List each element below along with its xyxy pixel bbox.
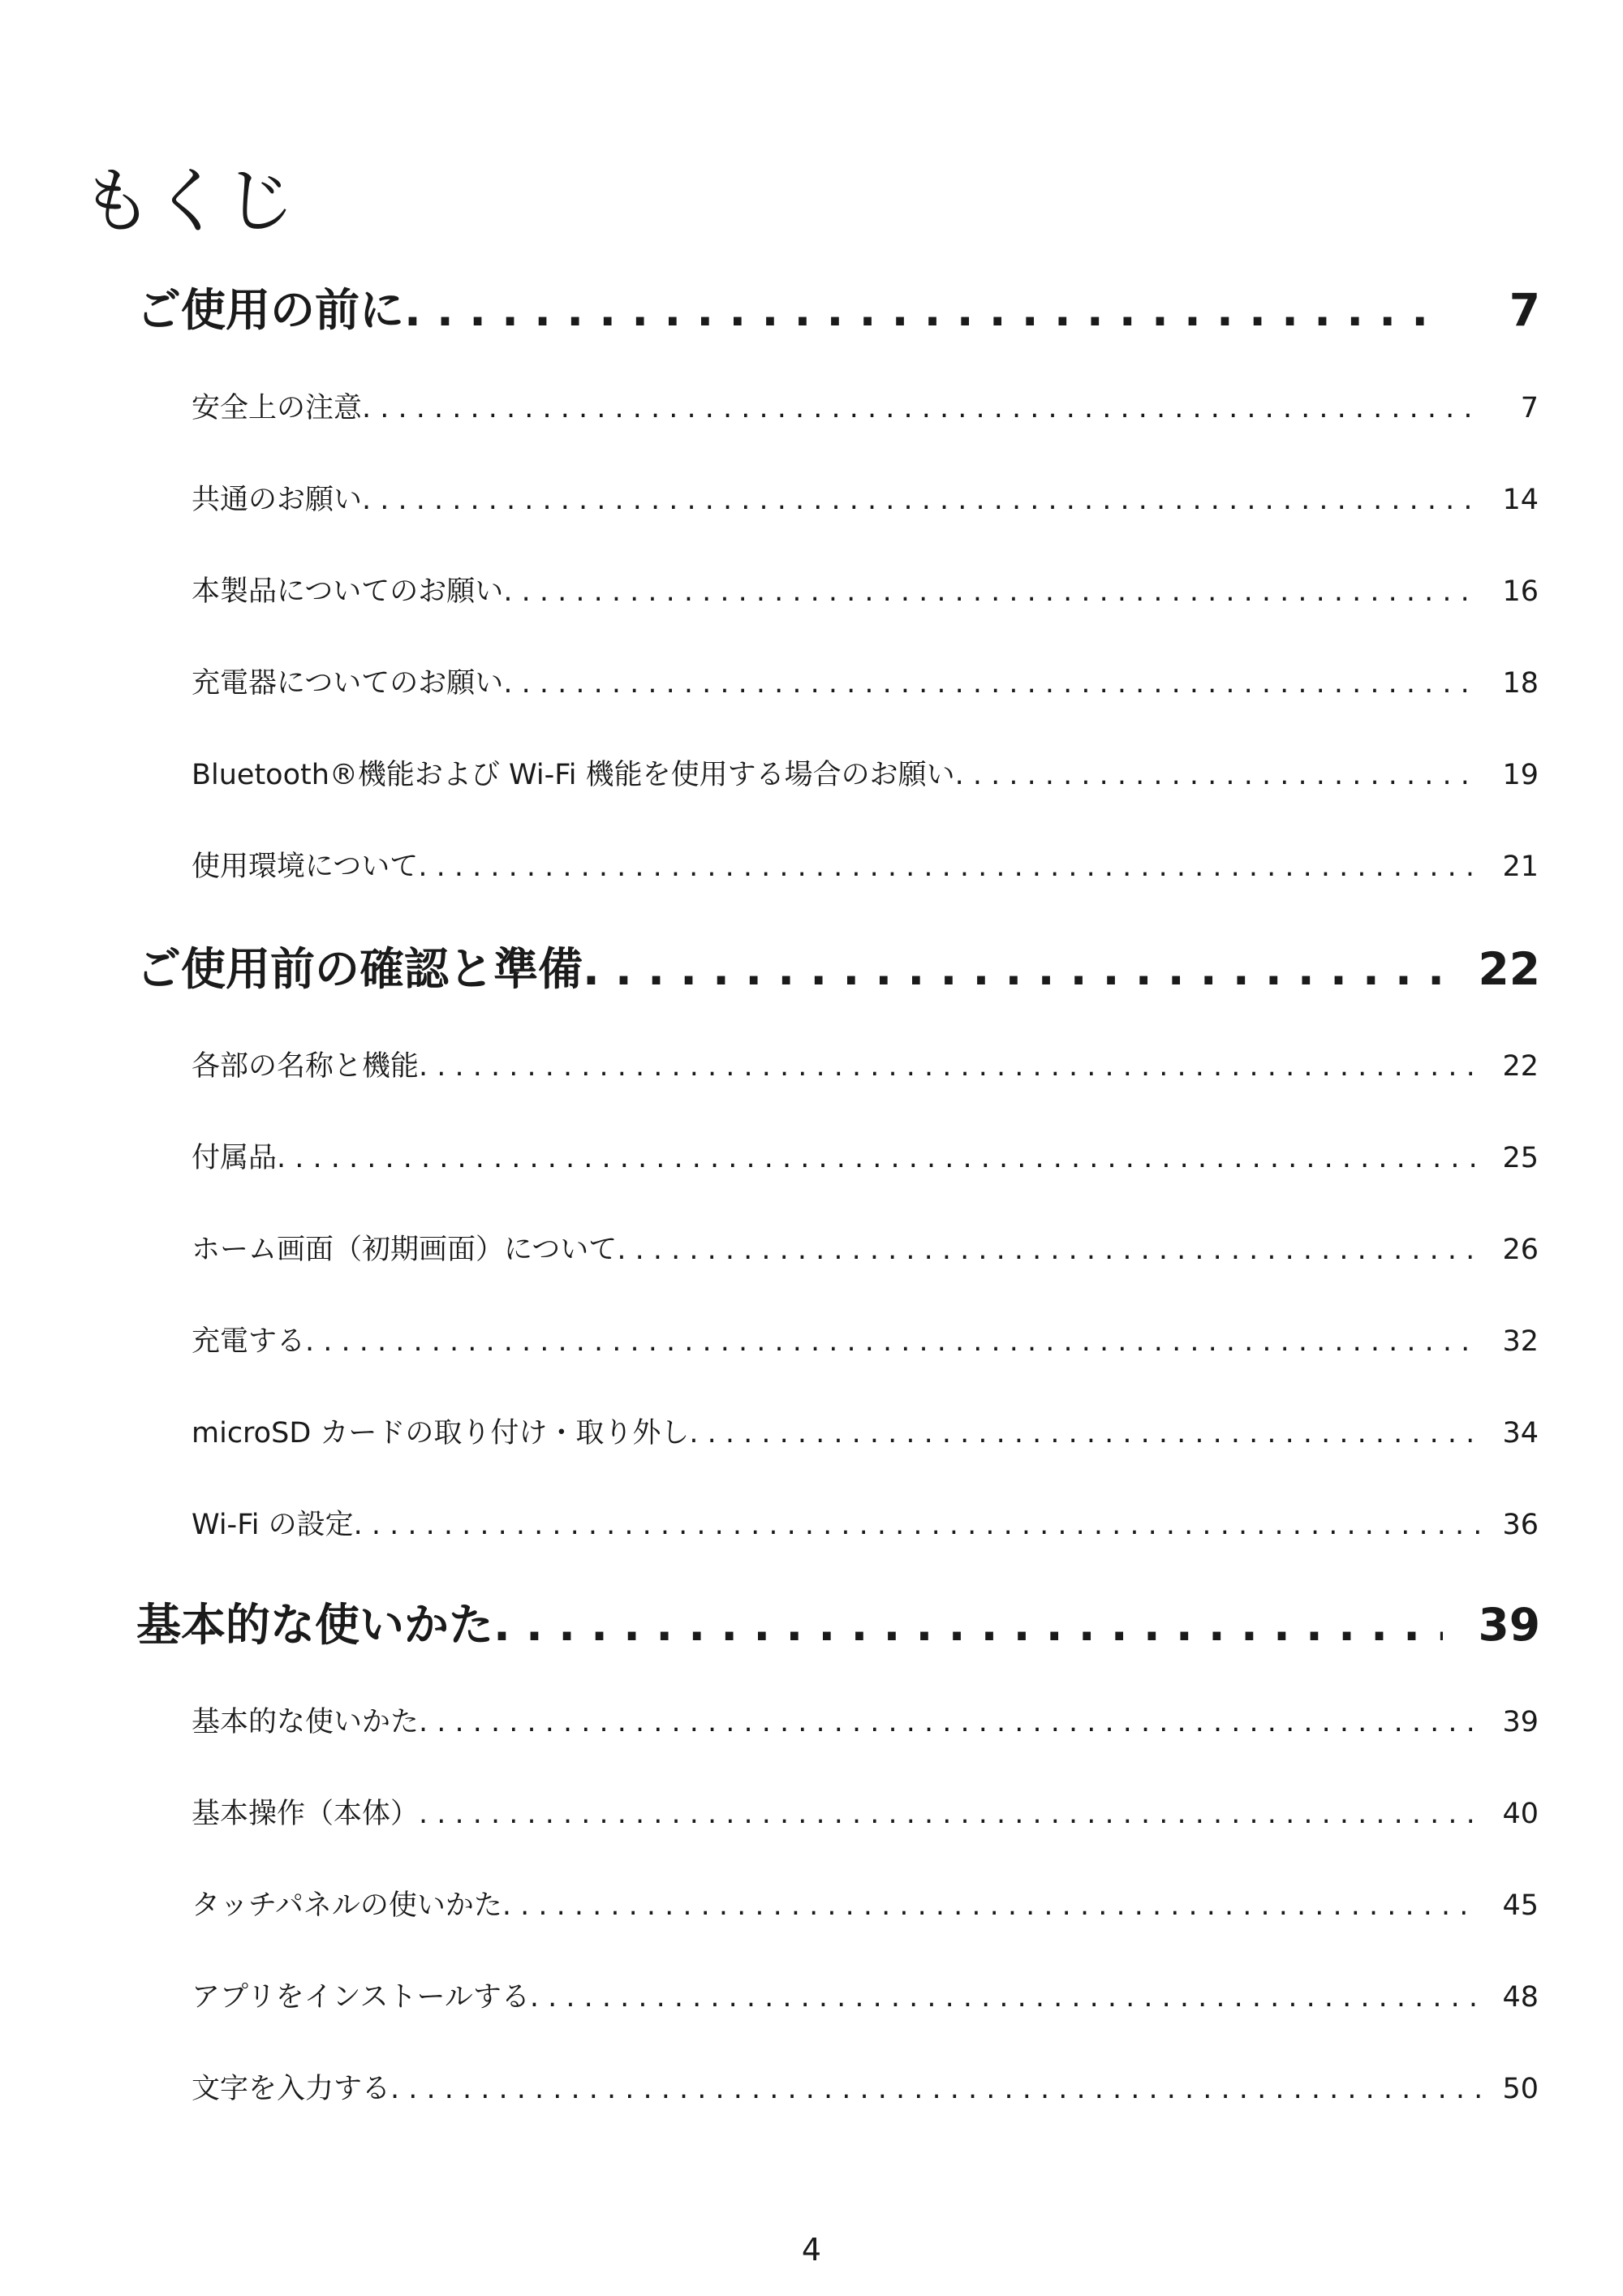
toc-entry[interactable] bbox=[192, 1044, 1539, 1084]
entry-label: 充電器についてのお願い bbox=[192, 667, 504, 700]
entry-label: 各部の名称と機能 bbox=[192, 1050, 420, 1083]
toc-entry[interactable] bbox=[192, 2066, 1539, 2107]
dot-leader bbox=[418, 851, 1480, 883]
entry-label: 安全上の注意 bbox=[192, 392, 363, 424]
section-label: ご使用の前に bbox=[136, 284, 405, 336]
dot-leader bbox=[419, 1050, 1480, 1083]
dot-leader bbox=[689, 1417, 1480, 1450]
entry-page-number: 22 bbox=[1502, 1050, 1539, 1083]
entry-label: Bluetooth®機能および Wi-Fi 機能を使用する場合のお願い bbox=[192, 759, 955, 791]
entry-label: タッチパネルの使いかた bbox=[192, 1889, 502, 1922]
entry-page-number: 45 bbox=[1502, 1889, 1539, 1922]
section-page-number: 7 bbox=[1509, 284, 1540, 336]
dot-leader bbox=[362, 484, 1480, 516]
entry-label: 共通のお願い bbox=[192, 484, 363, 516]
toc-entry[interactable] bbox=[192, 1319, 1539, 1359]
section-page-number: 39 bbox=[1478, 1599, 1540, 1651]
footer-page-number: 4 bbox=[801, 2232, 822, 2268]
toc-entry[interactable] bbox=[192, 477, 1539, 518]
section-label: 基本的な使いかた bbox=[136, 1599, 494, 1651]
entry-label: 基本操作（本体） bbox=[192, 1798, 420, 1830]
toc-entry[interactable] bbox=[192, 1135, 1539, 1176]
dot-leader bbox=[354, 1509, 1480, 1541]
entry-page-number: 48 bbox=[1502, 1981, 1539, 2014]
dot-leader bbox=[277, 1142, 1480, 1174]
section-page-number: 22 bbox=[1478, 943, 1540, 995]
entry-label: 本製品についてのお願い bbox=[192, 575, 504, 608]
dot-leader bbox=[305, 1325, 1480, 1358]
dot-leader bbox=[503, 575, 1480, 608]
entry-page-number: 26 bbox=[1502, 1234, 1539, 1266]
toc-entry[interactable] bbox=[192, 1227, 1539, 1268]
toc-section-heading[interactable] bbox=[136, 274, 1540, 338]
toc-entry[interactable] bbox=[192, 1791, 1539, 1832]
entry-page-number: 21 bbox=[1502, 851, 1539, 883]
entry-page-number: 19 bbox=[1502, 759, 1539, 791]
dot-leader bbox=[503, 667, 1480, 700]
dot-leader bbox=[493, 1599, 1443, 1651]
entry-label: microSD カードの取り付け・取り外し bbox=[192, 1417, 690, 1450]
dot-leader bbox=[404, 284, 1443, 336]
dot-leader bbox=[390, 2073, 1480, 2105]
section-label: ご使用前の確認と準備 bbox=[136, 943, 583, 995]
entry-page-number: 32 bbox=[1502, 1325, 1539, 1358]
page-title: もくじ bbox=[81, 159, 296, 243]
dot-leader bbox=[419, 1798, 1480, 1830]
toc-entry[interactable] bbox=[192, 386, 1539, 426]
toc-entry[interactable] bbox=[192, 1975, 1539, 2015]
toc-entry[interactable] bbox=[192, 752, 1539, 793]
entry-page-number: 7 bbox=[1520, 392, 1539, 424]
toc-entry[interactable] bbox=[192, 1411, 1539, 1451]
dot-leader bbox=[955, 759, 1480, 791]
entry-label: ホーム画面（初期画面）について bbox=[192, 1234, 618, 1266]
toc-entry[interactable] bbox=[192, 1502, 1539, 1543]
entry-label: 文字を入力する bbox=[192, 2073, 391, 2105]
dot-leader bbox=[617, 1234, 1480, 1266]
entry-label: 基本的な使いかた bbox=[192, 1706, 420, 1738]
entry-label: アプリをインストールする bbox=[192, 1981, 530, 2014]
toc-entry[interactable] bbox=[192, 569, 1539, 610]
toc-entry[interactable] bbox=[192, 1699, 1539, 1740]
entry-page-number: 25 bbox=[1502, 1142, 1539, 1174]
entry-label: 使用環境について bbox=[192, 851, 419, 883]
entry-page-number: 39 bbox=[1502, 1706, 1539, 1738]
entry-label: 充電する bbox=[192, 1325, 306, 1358]
dot-leader bbox=[530, 1981, 1480, 2014]
entry-page-number: 34 bbox=[1502, 1417, 1539, 1450]
dot-leader bbox=[419, 1706, 1480, 1738]
entry-page-number: 18 bbox=[1502, 667, 1539, 700]
dot-leader bbox=[502, 1889, 1480, 1922]
entry-page-number: 50 bbox=[1502, 2073, 1539, 2105]
dot-leader bbox=[583, 943, 1443, 995]
entry-label: Wi-Fi の設定 bbox=[192, 1509, 354, 1541]
entry-label: 付属品 bbox=[192, 1142, 278, 1174]
entry-page-number: 14 bbox=[1502, 484, 1539, 516]
entry-page-number: 16 bbox=[1502, 575, 1539, 608]
toc-entry[interactable] bbox=[192, 1883, 1539, 1923]
toc-section-heading[interactable] bbox=[136, 1589, 1540, 1653]
entry-page-number: 36 bbox=[1502, 1509, 1539, 1541]
toc-section-heading[interactable] bbox=[136, 933, 1540, 997]
dot-leader bbox=[362, 392, 1480, 424]
toc-entry[interactable] bbox=[192, 661, 1539, 701]
toc-entry[interactable] bbox=[192, 844, 1539, 885]
entry-page-number: 40 bbox=[1502, 1798, 1539, 1830]
